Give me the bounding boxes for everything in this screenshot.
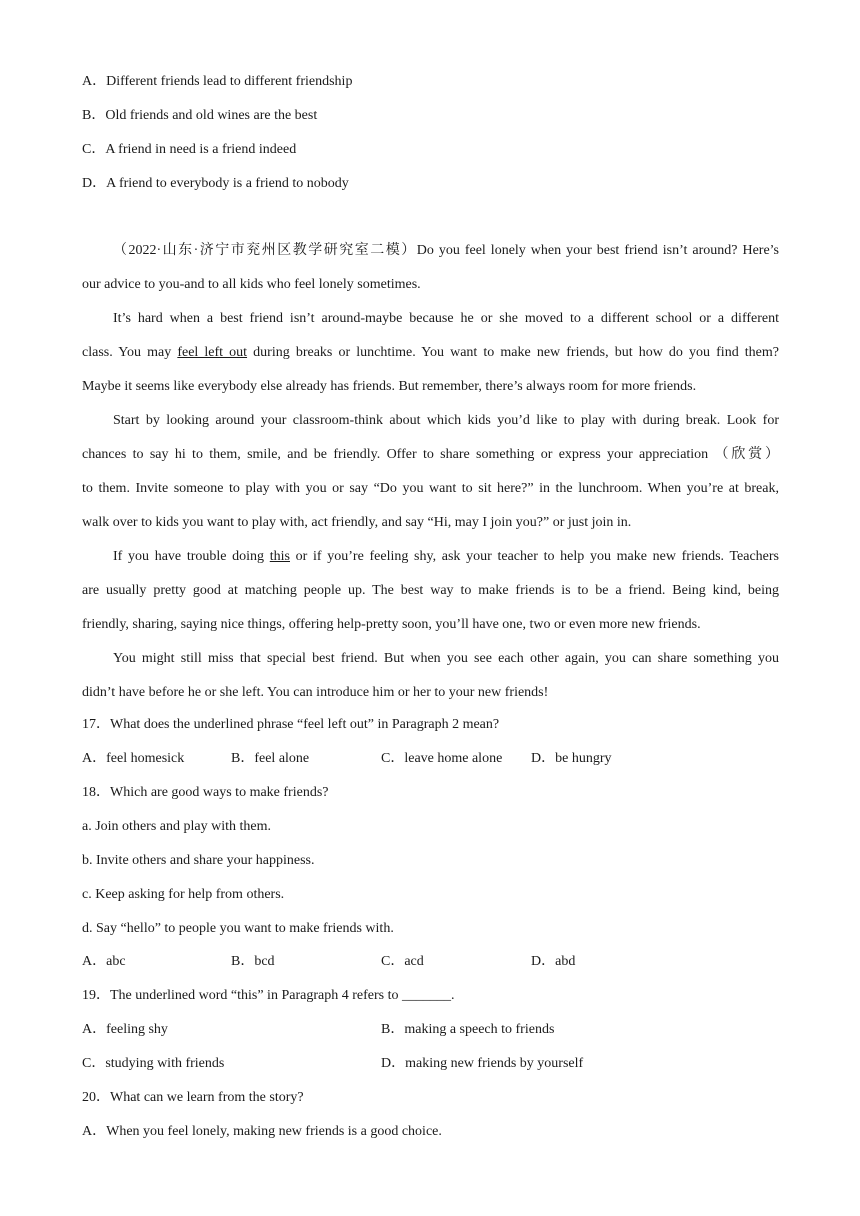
q20-option-a: A．When you feel lonely, making new friends is a good choice. (82, 1124, 442, 1139)
q17-option-c: C．leave home alone (381, 751, 503, 766)
passage-p2-line3: Maybe it seems like everybody else already has friends. But remember, there’s always room for more friends. (82, 379, 697, 394)
passage-p3-line2: chances to say hi to them, smile, and be friendly. Offer to share something or express your appreciation （欣赏） (82, 447, 779, 462)
q18-option-a: A．abc (82, 954, 126, 969)
q18-option-b: B．bcd (231, 954, 275, 969)
passage-p4-line3: friendly, sharing, saying nice things, offering help-pretty soon, you’ll have one, two or even more new friends. (82, 617, 701, 632)
passage-p3-line3: to them. Invite someone to play with you or say “Do you want to sit here?” in the lunchroom. When you’re at break, (82, 481, 779, 496)
q18-item-c: c. Keep asking for help from others. (82, 887, 285, 902)
passage-p4-line2: are usually pretty good at matching people up. The best way to make friends is to be a friend. Being kind, being (82, 583, 779, 598)
q17-stem: 17．What does the underlined phrase “feel left out” in Paragraph 2 mean? (82, 717, 500, 732)
passage-p4-line1: If you have trouble doing this or if you’re feeling shy, ask your teacher to help you make new friends. Teachers (113, 549, 779, 564)
q19-option-a: A．feeling shy (82, 1022, 168, 1037)
passage-p3-line1: Start by looking around your classroom-think about which kids you’d like to play with during break. Look for (113, 413, 779, 428)
q18-item-a: a. Join others and play with them. (82, 819, 271, 834)
q19-option-c: C．studying with friends (82, 1056, 225, 1071)
q18-item-d: d. Say “hello” to people you want to make friends with. (82, 921, 394, 936)
passage-p1-line1: （2022·山东·济宁市兖州区教学研究室二模）Do you feel lonely when your best friend isn’t around? Here’s (113, 243, 779, 258)
passage-p5-line1: You might still miss that special best friend. But when you see each other again, you can share something you (113, 651, 779, 666)
prev-option-c: C．A friend in need is a friend indeed (82, 142, 297, 157)
passage-p2-line1: It’s hard when a best friend isn’t around-maybe because he or she moved to a different school or a different (113, 311, 779, 326)
q17-option-d: D．be hungry (531, 751, 612, 766)
underlined-word-this: this (269, 549, 290, 564)
passage-p5-line2: didn’t have before he or she left. You can introduce him or her to your new friends! (82, 685, 549, 700)
passage-p3-line4: walk over to kids you want to play with, act friendly, and say “Hi, may I join you?” or just join in. (82, 515, 632, 530)
q17-option-a: A．feel homesick (82, 751, 185, 766)
passage-p1-line2: our advice to you-and to all kids who feel lonely sometimes. (82, 277, 421, 292)
q18-option-c: C．acd (381, 954, 424, 969)
passage-p2-line2: class. You may feel left out during breaks or lunchtime. You want to make new friends, but how do you find them? (82, 345, 780, 360)
prev-option-b: B．Old friends and old wines are the best (82, 108, 318, 123)
q19-option-d: D．making new friends by yourself (381, 1056, 584, 1071)
q19-stem: 19．The underlined word “this” in Paragraph 4 refers to _______. (82, 988, 455, 1003)
passage (82, 234, 779, 710)
q20-stem: 20．What can we learn from the story? (82, 1090, 304, 1105)
prev-option-d: D．A friend to everybody is a friend to nobody (82, 176, 349, 191)
prev-option-a: A．Different friends lead to different friendship (82, 74, 353, 89)
q17-option-b: B．feel alone (231, 751, 310, 766)
q19-option-b: B．making a speech to friends (381, 1022, 555, 1037)
q18-item-b: b. Invite others and share your happiness. (82, 853, 315, 868)
underlined-phrase-feel-left-out: feel left out (177, 345, 248, 360)
q18-stem: 18．Which are good ways to make friends? (82, 785, 329, 800)
q18-option-d: D．abd (531, 954, 576, 969)
source-label: （2022·山东·济宁市兖州区教学研究室二模） (113, 243, 417, 258)
